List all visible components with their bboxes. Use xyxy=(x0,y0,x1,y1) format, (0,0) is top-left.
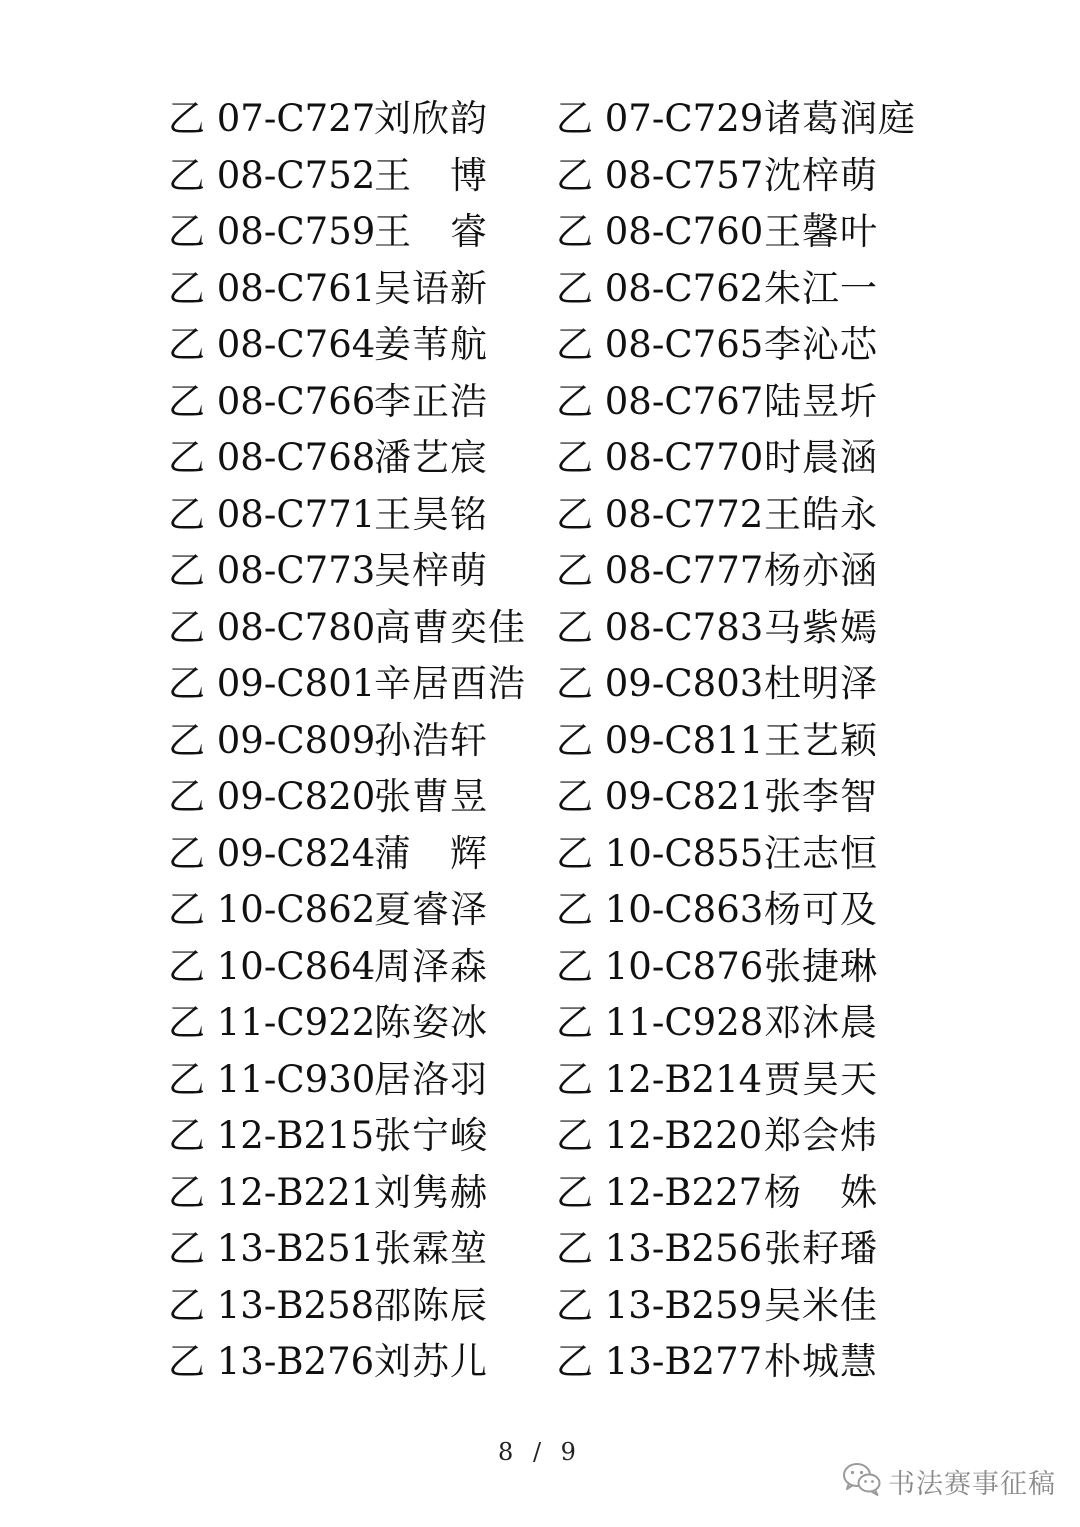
entry-name: 吴语新 xyxy=(374,266,488,310)
entry-name: 马紫嫣 xyxy=(764,605,878,649)
entry-right xyxy=(0,1278,1080,1335)
entry-code: 乙 12-B220 xyxy=(556,1114,763,1157)
entry-code: 乙 08-C766 xyxy=(168,379,376,423)
entry-name: 陆昱圻 xyxy=(764,379,878,423)
entry-name: 辛居酉浩 xyxy=(374,662,526,705)
entry-right xyxy=(0,995,1080,1052)
entry-name: 贾昊天 xyxy=(764,1057,878,1101)
entry-code: 乙 10-C862 xyxy=(168,888,376,931)
entry-name: 张曹昱 xyxy=(374,775,488,818)
entry-right xyxy=(0,91,1080,148)
table-row xyxy=(0,543,1080,600)
entry-name: 王 睿 xyxy=(374,210,488,253)
entry-code: 乙 08-C757 xyxy=(556,153,764,197)
entry-name: 高曹奕佳 xyxy=(374,605,526,649)
entry-name: 王皓永 xyxy=(764,492,878,536)
entry-code: 乙 08-C773 xyxy=(168,549,376,592)
entry-name: 杨 姝 xyxy=(764,1170,878,1214)
entry-code: 乙 09-C820 xyxy=(168,775,376,818)
entry-name: 王艺颖 xyxy=(764,718,878,762)
entry-code: 乙 08-C780 xyxy=(168,605,376,649)
entry-name: 张李智 xyxy=(764,775,878,818)
entry-name: 孙浩轩 xyxy=(374,718,488,762)
table-row xyxy=(0,1278,1080,1335)
entry-code: 乙 08-C767 xyxy=(556,379,764,423)
wechat-icon xyxy=(842,1461,882,1501)
entry-name: 朴城慧 xyxy=(764,1340,878,1383)
entry-name: 刘隽赫 xyxy=(374,1170,488,1214)
entry-code: 乙 08-C762 xyxy=(556,266,764,310)
entry-code: 乙 13-B277 xyxy=(556,1340,763,1383)
entry-name: 郑会炜 xyxy=(764,1114,878,1157)
entry-code: 乙 09-C824 xyxy=(168,831,376,875)
table-row xyxy=(0,204,1080,261)
entry-code: 乙 13-B258 xyxy=(168,1283,375,1327)
entry-code: 乙 08-C752 xyxy=(168,153,376,197)
table-row xyxy=(0,713,1080,770)
table-row xyxy=(0,882,1080,939)
entry-right xyxy=(0,600,1080,657)
table-row xyxy=(0,1165,1080,1222)
entry-code: 乙 08-C772 xyxy=(556,492,764,536)
entry-name: 张捷琳 xyxy=(764,944,878,988)
entry-code: 乙 11-C922 xyxy=(168,1001,376,1044)
entry-name: 邓沐晨 xyxy=(764,1001,878,1044)
entry-name: 汪志恒 xyxy=(764,831,878,875)
table-row xyxy=(0,1334,1080,1391)
entry-right xyxy=(0,1334,1080,1391)
entry-name: 李正浩 xyxy=(374,379,488,423)
entry-code: 乙 08-C759 xyxy=(168,210,376,253)
table-row xyxy=(0,769,1080,826)
entry-code: 乙 09-C803 xyxy=(556,662,764,705)
entry-name: 张耔璠 xyxy=(764,1227,878,1270)
table-row xyxy=(0,317,1080,374)
entry-name: 吴梓萌 xyxy=(374,549,488,592)
entry-right xyxy=(0,826,1080,883)
table-row xyxy=(0,487,1080,544)
entry-name: 李沁芯 xyxy=(764,323,878,366)
page-number: 8 / 9 xyxy=(498,1438,582,1466)
table-row xyxy=(0,374,1080,431)
entry-code: 乙 12-B215 xyxy=(168,1114,375,1157)
entry-right xyxy=(0,204,1080,261)
entry-code: 乙 09-C809 xyxy=(168,718,376,762)
entry-code: 乙 07-C729 xyxy=(556,97,764,140)
entry-name: 刘欣韵 xyxy=(374,97,488,140)
entry-code: 乙 11-C928 xyxy=(556,1001,764,1044)
entry-name: 诸葛润庭 xyxy=(764,97,916,140)
table-row xyxy=(0,995,1080,1052)
entry-code: 乙 09-C821 xyxy=(556,775,764,818)
entry-name: 居洛羽 xyxy=(374,1057,488,1101)
entry-name: 沈梓萌 xyxy=(764,153,878,197)
entry-name: 时晨涵 xyxy=(764,436,878,479)
entry-code: 乙 08-C760 xyxy=(556,210,764,253)
table-row xyxy=(0,826,1080,883)
table-row xyxy=(0,600,1080,657)
entry-code: 乙 07-C727 xyxy=(168,97,376,140)
table-row xyxy=(0,656,1080,713)
entry-name: 周泽森 xyxy=(374,944,488,988)
entry-right xyxy=(0,487,1080,544)
entry-name: 吴米佳 xyxy=(764,1283,878,1327)
table-row xyxy=(0,1052,1080,1109)
entry-code: 乙 09-C811 xyxy=(556,718,764,762)
entry-right xyxy=(0,430,1080,487)
entry-code: 乙 13-B259 xyxy=(556,1283,763,1327)
entry-name: 张宁峻 xyxy=(374,1114,488,1157)
entry-code: 乙 11-C930 xyxy=(168,1057,376,1101)
entry-right xyxy=(0,882,1080,939)
watermark xyxy=(842,1458,1056,1504)
entry-right xyxy=(0,543,1080,600)
table-row xyxy=(0,261,1080,318)
entry-code: 乙 10-C855 xyxy=(556,831,764,875)
entry-code: 乙 12-B227 xyxy=(556,1170,763,1214)
entry-name: 蒲 辉 xyxy=(374,831,488,875)
entry-right xyxy=(0,656,1080,713)
entry-right xyxy=(0,713,1080,770)
entry-code: 乙 08-C783 xyxy=(556,605,764,649)
entry-name: 夏睿泽 xyxy=(374,888,488,931)
entry-name: 陈姿冰 xyxy=(374,1001,488,1044)
entry-name: 潘艺宸 xyxy=(374,436,488,479)
watermark-text: 书法赛事征稿 xyxy=(888,1468,1056,1500)
entry-code: 乙 13-B256 xyxy=(556,1227,763,1270)
entry-right xyxy=(0,148,1080,205)
entry-code: 乙 08-C764 xyxy=(168,323,376,366)
entry-right xyxy=(0,374,1080,431)
entry-right xyxy=(0,1165,1080,1222)
entry-name: 杨可及 xyxy=(764,888,878,931)
entry-right xyxy=(0,1108,1080,1165)
entry-code: 乙 13-B251 xyxy=(168,1227,375,1270)
table-row xyxy=(0,1108,1080,1165)
entry-name: 王馨叶 xyxy=(764,210,878,253)
entry-name: 刘苏儿 xyxy=(374,1340,488,1383)
entry-right xyxy=(0,317,1080,374)
entry-code: 乙 10-C876 xyxy=(556,944,764,988)
entry-name: 邵陈辰 xyxy=(374,1283,488,1327)
entry-code: 乙 12-B214 xyxy=(556,1057,763,1101)
entry-right xyxy=(0,939,1080,996)
entry-name: 王 博 xyxy=(374,153,488,197)
entry-right xyxy=(0,1221,1080,1278)
entry-code: 乙 08-C770 xyxy=(556,436,764,479)
entry-name: 杜明泽 xyxy=(764,662,878,705)
entry-code: 乙 08-C761 xyxy=(168,266,376,310)
entry-code: 乙 10-C864 xyxy=(168,944,376,988)
entry-list xyxy=(0,91,1080,1391)
table-row xyxy=(0,430,1080,487)
table-row xyxy=(0,1221,1080,1278)
entry-code: 乙 08-C771 xyxy=(168,492,376,536)
table-row xyxy=(0,148,1080,205)
entry-code: 乙 08-C777 xyxy=(556,549,764,592)
entry-name: 姜苇航 xyxy=(374,323,488,366)
entry-right xyxy=(0,1052,1080,1109)
entry-code: 乙 08-C765 xyxy=(556,323,764,366)
entry-code: 乙 09-C801 xyxy=(168,662,376,705)
entry-name: 王昊铭 xyxy=(374,492,488,536)
entry-name: 张霖堃 xyxy=(374,1227,488,1270)
entry-right xyxy=(0,769,1080,826)
entry-code: 乙 08-C768 xyxy=(168,436,376,479)
table-row xyxy=(0,91,1080,148)
entry-code: 乙 12-B221 xyxy=(168,1170,375,1214)
entry-name: 杨亦涵 xyxy=(764,549,878,592)
table-row xyxy=(0,939,1080,996)
entry-name: 朱江一 xyxy=(764,266,878,310)
entry-right xyxy=(0,261,1080,318)
entry-code: 乙 10-C863 xyxy=(556,888,764,931)
entry-code: 乙 13-B276 xyxy=(168,1340,375,1383)
